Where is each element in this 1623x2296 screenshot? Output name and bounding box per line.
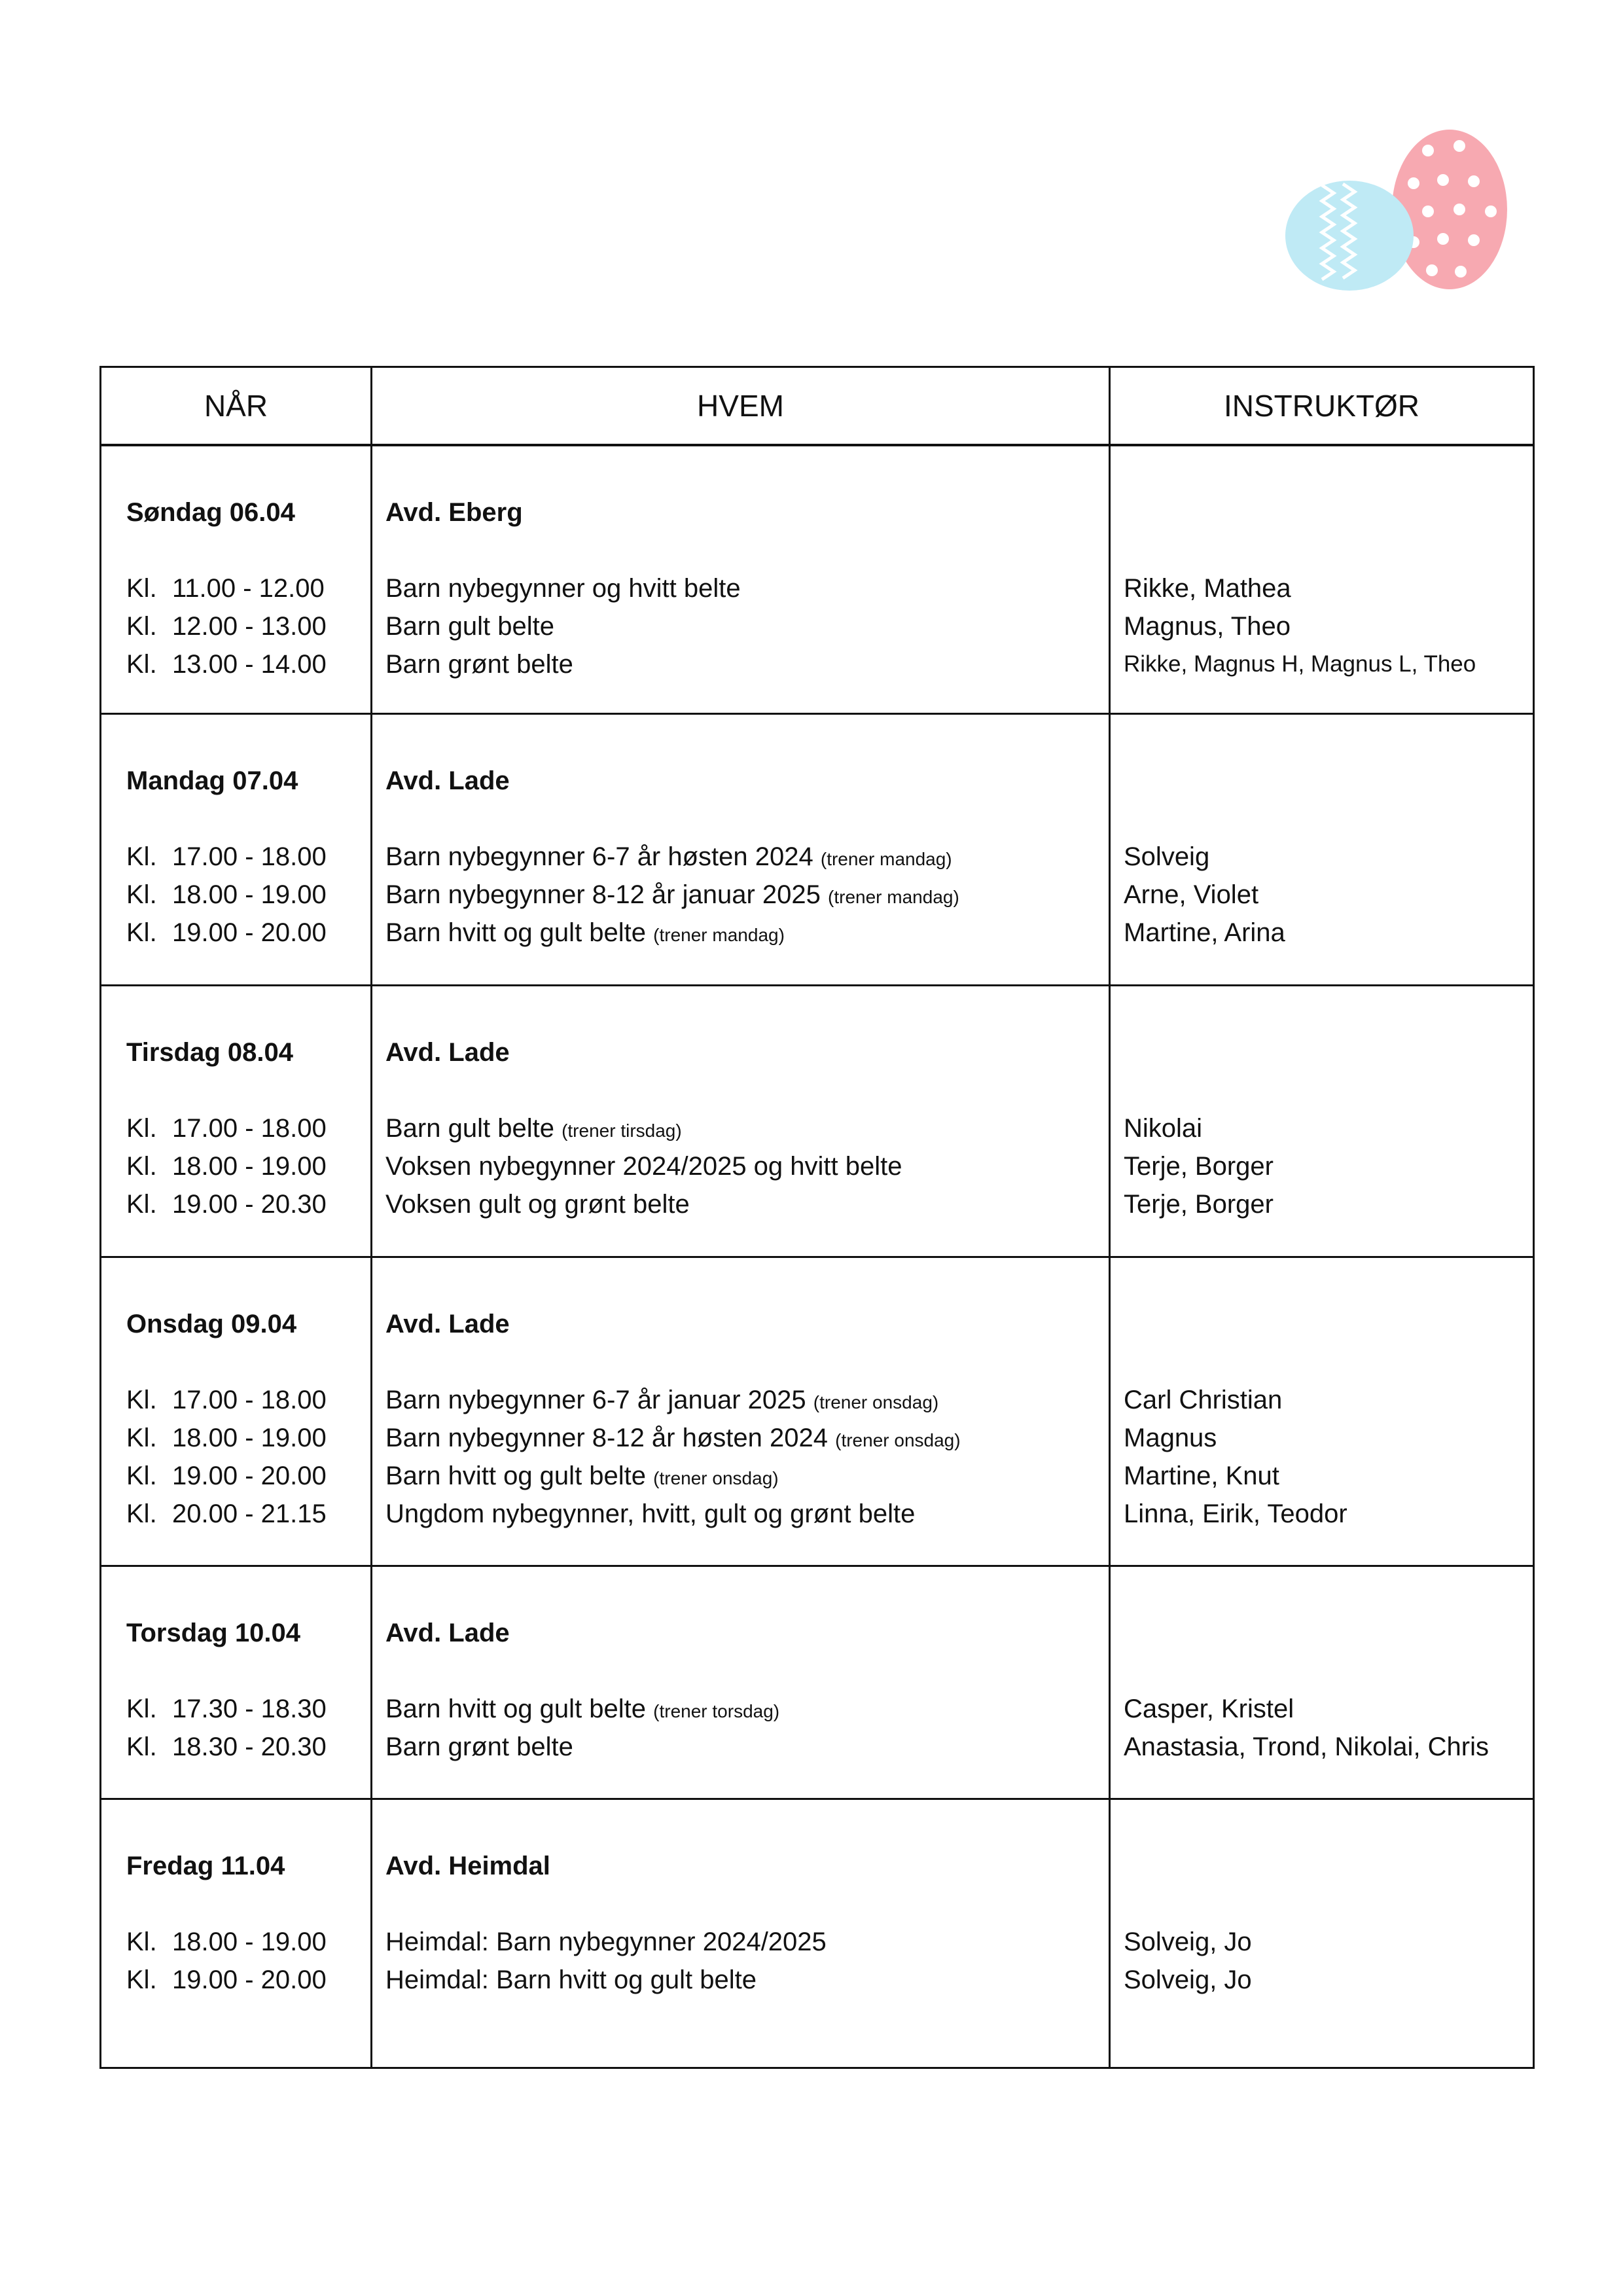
kl-label: Kl. <box>126 842 157 871</box>
location-label: Avd. Eberg <box>385 498 523 527</box>
group-name: Barn hvitt og gult belte <box>385 1694 647 1723</box>
instructor-cell <box>1110 1566 1534 1799</box>
table-row <box>101 1566 1534 1799</box>
spacer <box>1124 1847 1533 1885</box>
spacer <box>126 1652 370 1690</box>
kl-label: Kl. <box>126 918 157 947</box>
group-note: (trener mandag) <box>820 848 952 869</box>
group-name: Barn grønt belte <box>385 650 573 679</box>
when-content <box>101 986 370 1223</box>
group-name: Heimdal: Barn hvitt og gult belte <box>385 1965 757 1994</box>
group-line <box>385 1690 1109 1728</box>
pink-egg-icon <box>1392 130 1507 289</box>
spacer <box>126 1071 370 1109</box>
instructor-names: Martine, Knut <box>1124 1461 1279 1490</box>
time-range: 13.00 - 14.00 <box>172 650 327 679</box>
group-line <box>385 1185 1109 1223</box>
table-row <box>101 985 1534 1257</box>
time-line <box>126 1961 370 1999</box>
instructor-cell <box>1110 1257 1534 1566</box>
instructor-names: Solveig, Jo <box>1124 1927 1252 1956</box>
when-cell <box>101 713 372 985</box>
time-line <box>126 1728 370 1766</box>
instructor-names: Casper, Kristel <box>1124 1694 1294 1723</box>
group-name: Voksen gult og grønt belte <box>385 1189 690 1219</box>
instructor-names: Terje, Borger <box>1124 1151 1274 1181</box>
time-line <box>126 914 370 952</box>
time-line <box>126 1923 370 1961</box>
when-cell <box>101 1257 372 1566</box>
table-row <box>101 445 1534 713</box>
group-note: (trener onsdag) <box>653 1467 779 1488</box>
time-line <box>126 1381 370 1419</box>
instructor-content <box>1111 1258 1533 1533</box>
instructor-names: Magnus <box>1124 1423 1217 1452</box>
location-label: Avd. Lade <box>385 1037 510 1067</box>
table-row <box>101 713 1534 985</box>
kl-label: Kl. <box>126 880 157 909</box>
group-name: Barn hvitt og gult belte <box>385 918 647 947</box>
time-line <box>126 1457 370 1495</box>
time-range: 17.00 - 18.00 <box>172 1113 327 1143</box>
when-content <box>101 1800 370 1999</box>
group-note: (trener mandag) <box>828 886 959 907</box>
instructor-content <box>1111 986 1533 1223</box>
kl-label: Kl. <box>126 1732 157 1761</box>
kl-label: Kl. <box>126 1965 157 1994</box>
day-label: Tirsdag 08.04 <box>126 1037 293 1067</box>
group-line <box>385 569 1109 607</box>
who-content <box>372 1800 1109 1999</box>
easter-eggs-icon <box>1283 128 1518 298</box>
who-cell <box>372 713 1110 985</box>
group-note: (trener torsdag) <box>653 1700 780 1721</box>
instructor-names: Solveig, Jo <box>1124 1965 1252 1994</box>
group-line <box>385 1923 1109 1961</box>
instructor-names: Anastasia, Trond, Nikolai, Chris <box>1124 1732 1489 1761</box>
group-name: Barn nybegynner 8-12 år høsten 2024 <box>385 1423 828 1452</box>
when-cell <box>101 985 372 1257</box>
kl-label: Kl. <box>126 1385 157 1414</box>
when-cell <box>101 1799 372 2068</box>
group-note: (trener tirsdag) <box>562 1120 682 1141</box>
time-range: 12.00 - 13.00 <box>172 612 327 641</box>
spacer <box>1124 1305 1533 1343</box>
time-line <box>126 1185 370 1223</box>
time-line <box>126 1690 370 1728</box>
spacer <box>126 531 370 569</box>
group-name: Barn gult belte <box>385 612 554 641</box>
group-line <box>385 1728 1109 1766</box>
group-line <box>385 838 1109 876</box>
instructor-names: Magnus, Theo <box>1124 612 1291 641</box>
spacer <box>1124 1652 1533 1690</box>
spacer <box>1124 1071 1533 1109</box>
spacer <box>385 1343 1109 1381</box>
column-header-when: NÅR <box>101 367 372 446</box>
kl-label: Kl. <box>126 1151 157 1181</box>
kl-label: Kl. <box>126 1694 157 1723</box>
instructor-names: Rikke, Magnus H, Magnus L, Theo <box>1124 651 1476 677</box>
day-label: Søndag 06.04 <box>126 498 295 527</box>
group-line <box>385 1961 1109 1999</box>
schedule-table <box>99 366 1535 2069</box>
when-content <box>101 446 370 683</box>
group-name: Voksen nybegynner 2024/2025 og hvitt belte <box>385 1151 902 1181</box>
spacer <box>126 800 370 838</box>
table-row <box>101 1799 1534 2068</box>
who-content <box>372 1567 1109 1766</box>
time-range: 11.00 - 12.00 <box>172 574 325 603</box>
kl-label: Kl. <box>126 1499 157 1528</box>
who-cell <box>372 1257 1110 1566</box>
who-content <box>372 1258 1109 1533</box>
instructor-cell <box>1110 713 1534 985</box>
instructor-names: Rikke, Mathea <box>1124 574 1291 603</box>
when-cell <box>101 1566 372 1799</box>
spacer <box>385 1652 1109 1690</box>
time-range: 19.00 - 20.00 <box>172 1965 327 1994</box>
group-line <box>385 645 1109 683</box>
group-line <box>385 1495 1109 1533</box>
instructor-cell <box>1110 445 1534 713</box>
kl-label: Kl. <box>126 1927 157 1956</box>
when-content <box>101 715 370 952</box>
group-name: Barn nybegynner 6-7 år høsten 2024 <box>385 842 813 871</box>
group-name: Barn gult belte <box>385 1113 554 1143</box>
group-line <box>385 1147 1109 1185</box>
when-cell <box>101 445 372 713</box>
time-range: 18.00 - 19.00 <box>172 1927 327 1956</box>
kl-label: Kl. <box>126 650 157 679</box>
kl-label: Kl. <box>126 1113 157 1143</box>
instructor-content <box>1111 1800 1533 1999</box>
time-line <box>126 1109 370 1147</box>
time-range: 18.00 - 19.00 <box>172 1151 327 1181</box>
spacer <box>1124 1033 1533 1071</box>
time-line <box>126 1495 370 1533</box>
time-line <box>126 1419 370 1457</box>
time-line <box>126 1147 370 1185</box>
spacer <box>1124 800 1533 838</box>
column-header-who: HVEM <box>372 367 1110 446</box>
instructor-names: Terje, Borger <box>1124 1189 1274 1219</box>
who-cell <box>372 985 1110 1257</box>
kl-label: Kl. <box>126 1189 157 1219</box>
day-label: Torsdag 10.04 <box>126 1618 301 1647</box>
instructor-names: Martine, Arina <box>1124 918 1285 947</box>
time-range: 19.00 - 20.30 <box>172 1189 327 1219</box>
kl-label: Kl. <box>126 574 157 603</box>
group-line <box>385 1381 1109 1419</box>
group-line <box>385 1457 1109 1495</box>
group-name: Barn nybegynner 8-12 år januar 2025 <box>385 880 821 909</box>
instructor-names: Nikolai <box>1124 1113 1203 1143</box>
blue-egg-icon <box>1285 181 1414 291</box>
location-label: Avd. Lade <box>385 1309 510 1338</box>
spacer <box>385 800 1109 838</box>
day-label: Fredag 11.04 <box>126 1851 285 1880</box>
group-name: Ungdom nybegynner, hvitt, gult og grønt belte <box>385 1499 916 1528</box>
group-line <box>385 914 1109 952</box>
location-label: Avd. Heimdal <box>385 1851 550 1880</box>
instructor-content <box>1111 446 1533 683</box>
time-range: 17.00 - 18.00 <box>172 1385 327 1414</box>
instructor-names: Arne, Violet <box>1124 880 1259 909</box>
kl-label: Kl. <box>126 612 157 641</box>
group-note: (trener onsdag) <box>835 1429 961 1450</box>
kl-label: Kl. <box>126 1461 157 1490</box>
instructor-content <box>1111 1567 1533 1766</box>
time-line <box>126 569 370 607</box>
time-range: 19.00 - 20.00 <box>172 918 327 947</box>
instructor-cell <box>1110 1799 1534 2068</box>
instructor-names: Carl Christian <box>1124 1385 1283 1414</box>
group-name: Barn nybegynner og hvitt belte <box>385 574 741 603</box>
group-name: Heimdal: Barn nybegynner 2024/2025 <box>385 1927 827 1956</box>
spacer <box>385 1071 1109 1109</box>
table-row <box>101 1257 1534 1566</box>
group-name: Barn hvitt og gult belte <box>385 1461 647 1490</box>
group-line <box>385 1109 1109 1147</box>
time-range: 19.00 - 20.00 <box>172 1461 327 1490</box>
time-range: 18.00 - 19.00 <box>172 880 327 909</box>
day-label: Mandag 07.04 <box>126 766 298 795</box>
time-line <box>126 645 370 683</box>
group-note: (trener mandag) <box>653 924 785 945</box>
time-range: 20.00 - 21.15 <box>172 1499 327 1528</box>
location-label: Avd. Lade <box>385 1618 510 1647</box>
spacer <box>1124 1614 1533 1652</box>
instructor-names: Solveig <box>1124 842 1210 871</box>
who-cell <box>372 445 1110 713</box>
who-content <box>372 986 1109 1223</box>
when-content <box>101 1258 370 1533</box>
group-line <box>385 876 1109 914</box>
schedule-body <box>101 445 1534 2068</box>
group-name: Barn nybegynner 6-7 år januar 2025 <box>385 1385 806 1414</box>
when-content <box>101 1567 370 1766</box>
spacer <box>126 1343 370 1381</box>
spacer <box>126 1885 370 1923</box>
header-row <box>101 367 1534 446</box>
spacer <box>385 1885 1109 1923</box>
spacer <box>1124 493 1533 531</box>
spacer <box>1124 1343 1533 1381</box>
who-cell <box>372 1566 1110 1799</box>
column-header-instructor: INSTRUKTØR <box>1110 367 1534 446</box>
spacer <box>385 531 1109 569</box>
spacer <box>1124 1885 1533 1923</box>
time-line <box>126 876 370 914</box>
time-range: 17.00 - 18.00 <box>172 842 327 871</box>
group-note: (trener onsdag) <box>813 1391 939 1412</box>
time-range: 18.00 - 19.00 <box>172 1423 327 1452</box>
who-content <box>372 446 1109 683</box>
kl-label: Kl. <box>126 1423 157 1452</box>
group-name: Barn grønt belte <box>385 1732 573 1761</box>
spacer <box>1124 531 1533 569</box>
time-range: 18.30 - 20.30 <box>172 1732 327 1761</box>
location-label: Avd. Lade <box>385 766 510 795</box>
spacer <box>1124 762 1533 800</box>
instructor-names: Linna, Eirik, Teodor <box>1124 1499 1347 1528</box>
time-line <box>126 838 370 876</box>
instructor-content <box>1111 715 1533 952</box>
time-range: 17.30 - 18.30 <box>172 1694 327 1723</box>
who-cell <box>372 1799 1110 2068</box>
instructor-cell <box>1110 985 1534 1257</box>
group-line <box>385 1419 1109 1457</box>
who-content <box>372 715 1109 952</box>
group-line <box>385 607 1109 645</box>
time-line <box>126 607 370 645</box>
day-label: Onsdag 09.04 <box>126 1309 297 1338</box>
